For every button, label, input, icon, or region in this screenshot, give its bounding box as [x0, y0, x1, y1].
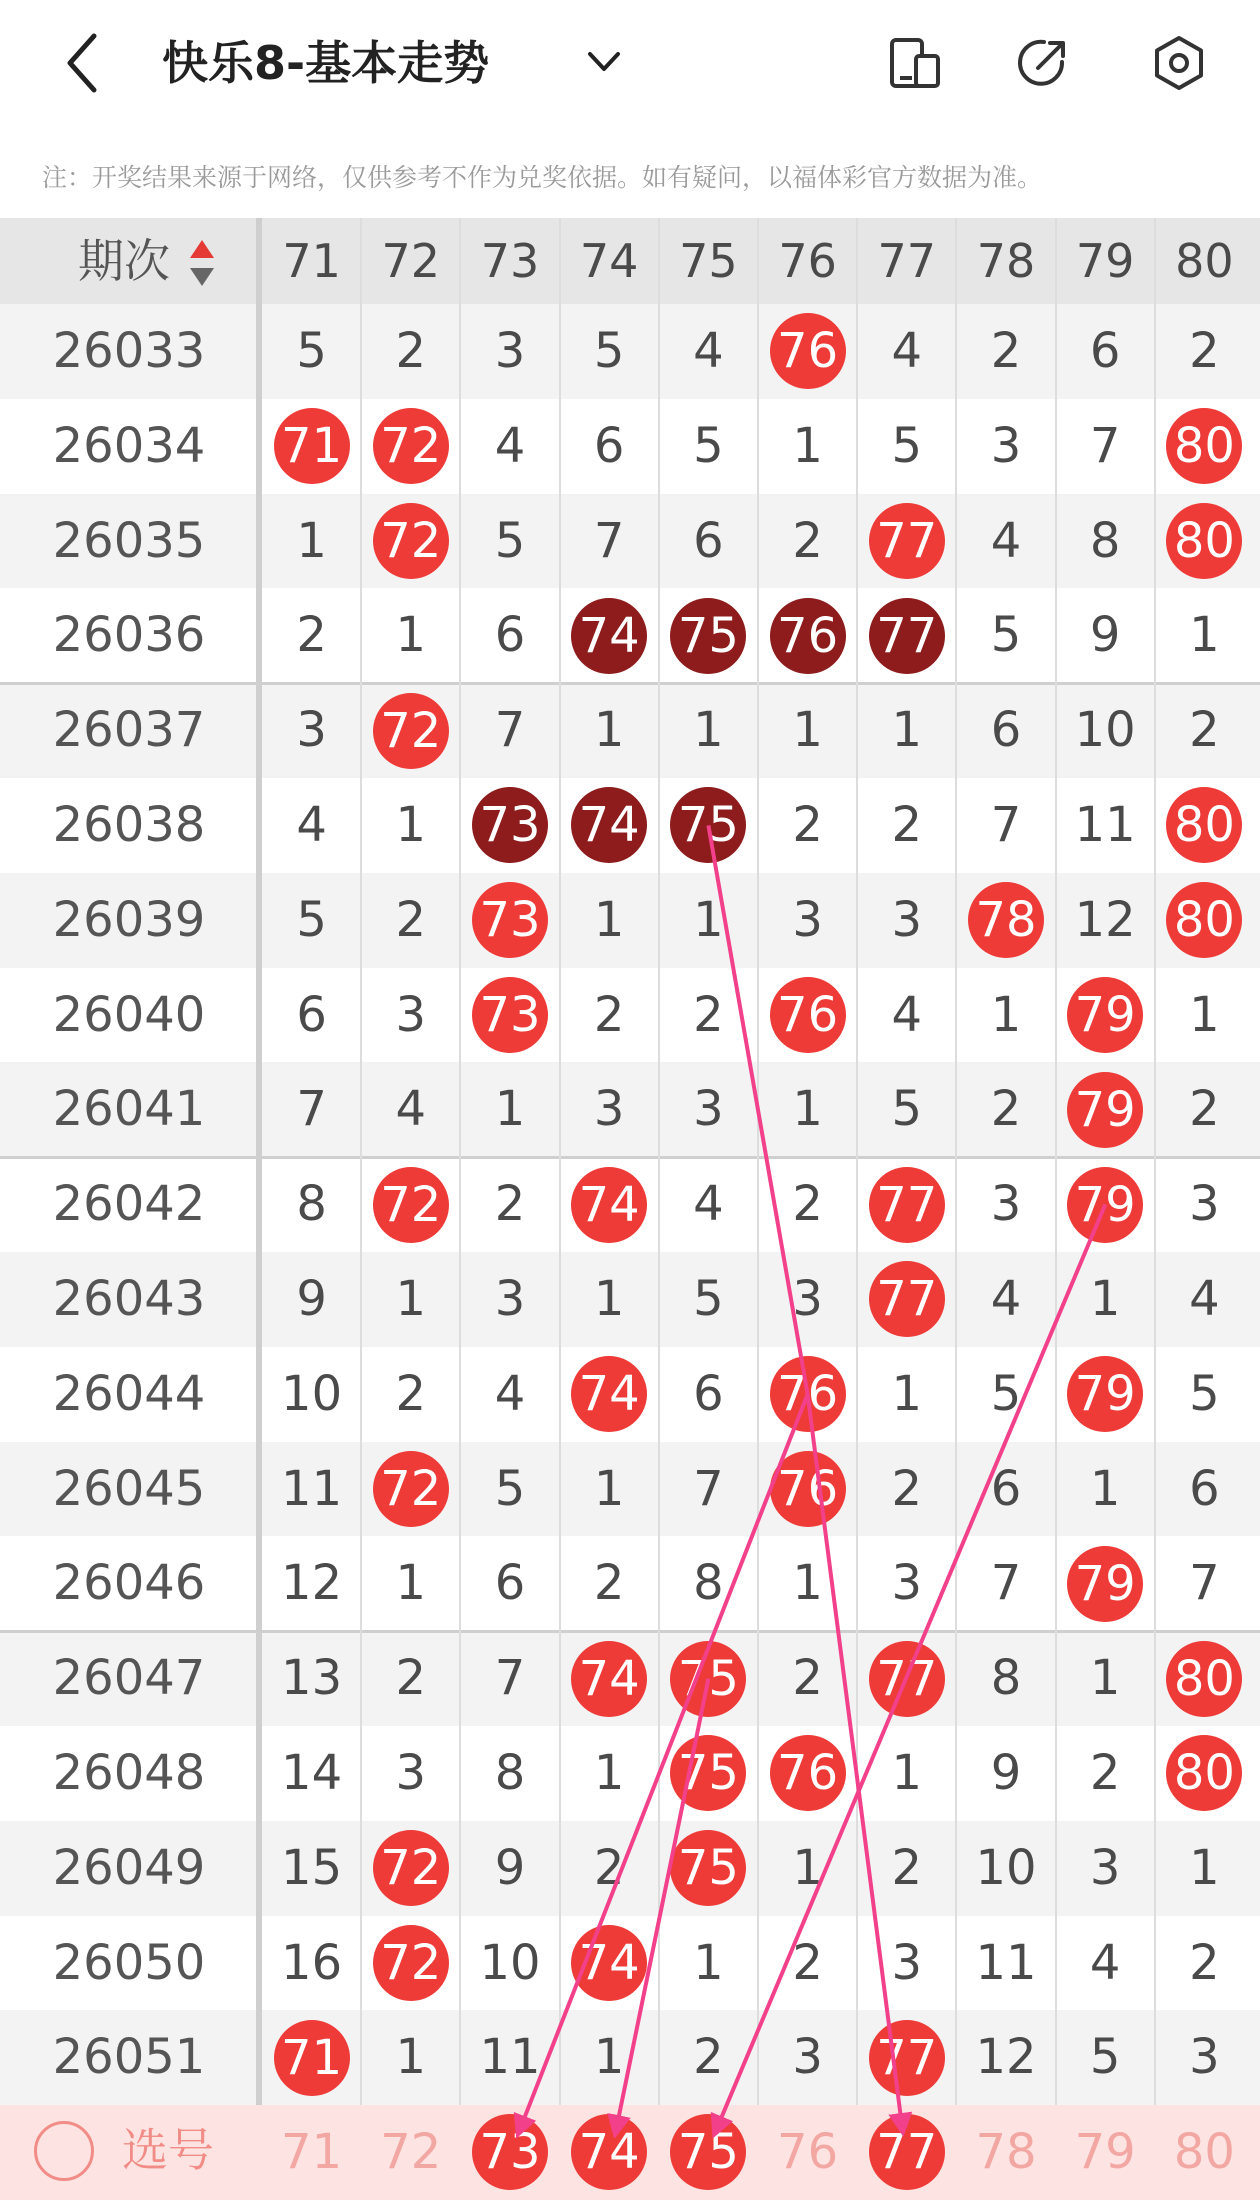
period-cell: 26039: [52, 891, 206, 948]
chevron-down-icon[interactable]: [586, 44, 622, 80]
miss-count-cell: 1: [792, 1839, 823, 1896]
table-row[interactable]: [0, 2010, 1260, 2105]
miss-count-cell: 2: [1189, 323, 1220, 379]
miss-count-cell: 10: [1074, 702, 1136, 759]
miss-count-cell: 1: [891, 1365, 923, 1422]
miss-count-cell: 9: [494, 1839, 526, 1896]
miss-count-cell: 1: [593, 1271, 625, 1327]
table-row[interactable]: [0, 873, 1260, 968]
miss-count-cell: 5: [990, 1365, 1022, 1422]
table-row[interactable]: [0, 683, 1260, 778]
column-divider: [1154, 218, 1156, 2200]
hit-ball: 72: [373, 1167, 449, 1243]
miss-count-cell: 2: [1089, 1745, 1121, 1801]
miss-count-cell: 8: [693, 1555, 724, 1612]
hit-ball: 72: [373, 1925, 449, 2001]
period-cell: 26035: [52, 512, 206, 569]
select-radio-icon[interactable]: [34, 2121, 94, 2181]
hit-ball: 73: [472, 977, 548, 1053]
period-cell: 26045: [52, 1460, 206, 1517]
hit-ball: 76: [770, 1735, 846, 1811]
table-row[interactable]: [0, 1347, 1260, 1442]
period-cell: 26046: [52, 1555, 206, 1612]
chevron-left-icon[interactable]: [58, 30, 108, 96]
period-divider: [256, 218, 262, 2200]
hit-ball: 76: [770, 598, 846, 674]
miss-count-cell: 4: [693, 323, 724, 379]
hit-ball: 80: [1166, 1735, 1242, 1811]
miss-count-cell: 7: [494, 702, 526, 759]
miss-count-cell: 7: [494, 1650, 526, 1707]
table-row[interactable]: [0, 399, 1260, 494]
period-cell: 26037: [52, 702, 206, 759]
miss-count-cell: 2: [693, 2029, 724, 2086]
hit-ball: 80: [1166, 787, 1242, 863]
miss-count-cell: 3: [1189, 1176, 1220, 1233]
miss-count-cell: 11: [479, 2029, 541, 2086]
selected-number-ball[interactable]: 73: [472, 2114, 548, 2190]
select-number-row: [0, 2105, 1260, 2200]
miss-count-cell: 10: [479, 1934, 541, 1991]
hit-ball: 74: [571, 1356, 647, 1432]
table-row[interactable]: [0, 1062, 1260, 1157]
miss-count-cell: 7: [593, 512, 625, 569]
select-number[interactable]: 78: [975, 2124, 1037, 2181]
hit-ball: 72: [373, 503, 449, 579]
miss-count-cell: 1: [792, 417, 823, 474]
miss-count-cell: 6: [693, 1365, 724, 1422]
hit-ball: 80: [1166, 1641, 1242, 1717]
miss-count-cell: 3: [296, 702, 327, 759]
hit-ball: 76: [770, 977, 846, 1053]
miss-count-cell: 1: [693, 702, 724, 759]
hit-ball: 75: [670, 787, 746, 863]
miss-count-cell: 6: [296, 986, 327, 1043]
column-header: 71: [282, 234, 341, 288]
column-divider: [360, 218, 362, 2200]
hit-ball: 79: [1067, 1546, 1143, 1622]
miss-count-cell: 3: [494, 1271, 526, 1327]
miss-count-cell: 1: [395, 797, 427, 853]
miss-count-cell: 2: [792, 797, 823, 853]
miss-count-cell: 1: [891, 1745, 923, 1801]
miss-count-cell: 1: [792, 702, 823, 759]
miss-count-cell: 16: [281, 1934, 343, 1991]
period-cell: 26044: [52, 1365, 206, 1422]
miss-count-cell: 1: [296, 512, 327, 569]
miss-count-cell: 4: [891, 323, 923, 379]
miss-count-cell: 4: [693, 1176, 724, 1233]
miss-count-cell: 8: [296, 1176, 327, 1233]
miss-count-cell: 6: [494, 1555, 526, 1612]
period-cell: 26033: [52, 323, 206, 379]
hit-ball: 71: [274, 408, 350, 484]
miss-count-cell: 2: [593, 1555, 625, 1612]
miss-count-cell: 3: [494, 323, 526, 379]
miss-count-cell: 5: [494, 1460, 526, 1517]
table-row[interactable]: [0, 1157, 1260, 1252]
hit-ball: 74: [571, 598, 647, 674]
hit-ball: 77: [869, 598, 945, 674]
miss-count-cell: 3: [891, 1934, 923, 1991]
miss-count-cell: 12: [975, 2029, 1037, 2086]
miss-count-cell: 12: [1074, 891, 1136, 948]
column-header: 76: [778, 234, 837, 288]
miss-count-cell: 7: [990, 797, 1022, 853]
miss-count-cell: 4: [1189, 1271, 1220, 1327]
miss-count-cell: 5: [1189, 1365, 1220, 1422]
hit-ball: 73: [472, 882, 548, 958]
miss-count-cell: 5: [693, 1271, 724, 1327]
column-divider: [559, 218, 561, 2200]
period-cell: 26041: [52, 1081, 206, 1138]
miss-count-cell: 6: [1189, 1460, 1220, 1517]
hit-ball: 75: [670, 1735, 746, 1811]
column-divider: [459, 218, 461, 2200]
miss-count-cell: 4: [395, 1081, 427, 1138]
miss-count-cell: 3: [693, 1081, 724, 1138]
hit-ball: 75: [670, 1830, 746, 1906]
miss-count-cell: 1: [693, 1934, 724, 1991]
column-divider: [757, 218, 759, 2200]
miss-count-cell: 5: [891, 417, 923, 474]
miss-count-cell: 2: [792, 1934, 823, 1991]
miss-count-cell: 2: [494, 1176, 526, 1233]
hit-ball: 75: [670, 598, 746, 674]
miss-count-cell: 3: [792, 1271, 823, 1327]
hit-ball: 74: [571, 1167, 647, 1243]
miss-count-cell: 7: [1089, 417, 1121, 474]
table-row[interactable]: [0, 1536, 1260, 1631]
select-number[interactable]: 76: [777, 2124, 839, 2181]
miss-count-cell: 7: [1189, 1555, 1220, 1612]
hit-ball: 80: [1166, 882, 1242, 958]
miss-count-cell: 2: [792, 1176, 823, 1233]
hit-ball: 71: [274, 2020, 350, 2096]
miss-count-cell: 10: [281, 1365, 343, 1422]
miss-count-cell: 2: [792, 512, 823, 569]
miss-count-cell: 2: [792, 1650, 823, 1707]
table-row[interactable]: [0, 494, 1260, 589]
period-cell: 26038: [52, 797, 206, 853]
column-header: 77: [877, 234, 937, 288]
hit-ball: 76: [770, 313, 846, 389]
column-header: 74: [579, 234, 639, 288]
hit-ball: 78: [968, 882, 1044, 958]
group-divider: [0, 682, 1260, 685]
miss-count-cell: 1: [1189, 1839, 1220, 1896]
miss-count-cell: 4: [1089, 1934, 1121, 1991]
miss-count-cell: 2: [1189, 702, 1220, 759]
miss-count-cell: 6: [693, 512, 724, 569]
miss-count-cell: 1: [494, 1081, 526, 1138]
miss-count-cell: 11: [1074, 797, 1136, 853]
miss-count-cell: 4: [296, 797, 327, 853]
column-header: 73: [480, 234, 540, 288]
miss-count-cell: 3: [990, 417, 1022, 474]
miss-count-cell: 9: [296, 1271, 327, 1327]
hit-ball: 79: [1067, 1072, 1143, 1148]
miss-count-cell: 6: [593, 417, 625, 474]
miss-count-cell: 5: [1089, 2029, 1121, 2086]
miss-count-cell: 2: [891, 1839, 923, 1896]
select-number[interactable]: 71: [281, 2124, 343, 2181]
miss-count-cell: 3: [891, 1555, 923, 1612]
miss-count-cell: 4: [990, 512, 1022, 569]
hit-ball: 77: [869, 2020, 945, 2096]
miss-count-cell: 4: [891, 986, 923, 1043]
miss-count-cell: 2: [593, 986, 625, 1043]
miss-count-cell: 5: [891, 1081, 923, 1138]
miss-count-cell: 1: [593, 1460, 625, 1517]
period-cell: 26049: [52, 1839, 206, 1896]
table-row[interactable]: [0, 588, 1260, 683]
hit-ball: 74: [571, 787, 647, 863]
miss-count-cell: 10: [975, 1839, 1037, 1896]
miss-count-cell: 5: [296, 323, 327, 379]
miss-count-cell: 2: [395, 891, 427, 948]
miss-count-cell: 5: [593, 323, 625, 379]
miss-count-cell: 12: [281, 1555, 343, 1612]
miss-count-cell: 2: [891, 1460, 923, 1517]
column-divider: [658, 218, 660, 2200]
miss-count-cell: 1: [990, 986, 1022, 1043]
miss-count-cell: 1: [891, 702, 923, 759]
table-row[interactable]: [0, 1442, 1260, 1537]
hit-ball: 72: [373, 693, 449, 769]
hit-ball: 79: [1067, 1167, 1143, 1243]
miss-count-cell: 1: [395, 1271, 427, 1327]
miss-count-cell: 3: [891, 891, 923, 948]
period-cell: 26034: [52, 417, 206, 474]
miss-count-cell: 2: [693, 986, 724, 1043]
hit-ball: 72: [373, 1451, 449, 1527]
hit-ball: 77: [869, 503, 945, 579]
miss-count-cell: 1: [593, 2029, 625, 2086]
device-switch-icon[interactable]: [886, 34, 944, 92]
hit-ball: 77: [869, 1167, 945, 1243]
group-divider: [0, 1156, 1260, 1159]
miss-count-cell: 2: [395, 1650, 427, 1707]
page-title[interactable]: 快乐8-基本走势: [162, 36, 490, 90]
hit-ball: 80: [1166, 503, 1242, 579]
miss-count-cell: 14: [281, 1745, 343, 1801]
miss-count-cell: 1: [693, 891, 724, 948]
hit-ball: 77: [869, 1261, 945, 1337]
miss-count-cell: 2: [593, 1839, 625, 1896]
selected-number-ball[interactable]: 77: [869, 2114, 945, 2190]
selected-number-ball[interactable]: 75: [670, 2114, 746, 2190]
miss-count-cell: 1: [593, 1745, 625, 1801]
miss-count-cell: 7: [990, 1555, 1022, 1612]
column-divider: [955, 218, 957, 2200]
hit-ball: 73: [472, 787, 548, 863]
miss-count-cell: 11: [281, 1460, 343, 1517]
miss-count-cell: 3: [792, 891, 823, 948]
miss-count-cell: 6: [1089, 323, 1121, 379]
miss-count-cell: 4: [494, 1365, 526, 1422]
miss-count-cell: 4: [990, 1271, 1022, 1327]
miss-count-cell: 3: [593, 1081, 625, 1138]
hit-ball: 79: [1067, 1356, 1143, 1432]
hit-ball: 79: [1067, 977, 1143, 1053]
miss-count-cell: 1: [792, 1081, 823, 1138]
miss-count-cell: 2: [990, 1081, 1022, 1138]
period-header[interactable]: 期次: [78, 234, 170, 288]
miss-count-cell: 1: [1189, 986, 1220, 1043]
miss-count-cell: 3: [1089, 1839, 1121, 1896]
select-number[interactable]: 79: [1074, 2124, 1136, 2181]
select-label: 选号: [122, 2123, 214, 2178]
selected-number-ball[interactable]: 74: [571, 2114, 647, 2190]
column-header: 78: [976, 234, 1036, 288]
period-cell: 26040: [52, 986, 206, 1043]
hit-ball: 76: [770, 1451, 846, 1527]
select-number[interactable]: 72: [380, 2124, 442, 2181]
top-bar: [0, 0, 1260, 130]
miss-count-cell: 6: [990, 702, 1022, 759]
table-row[interactable]: [0, 1916, 1260, 2011]
miss-count-cell: 2: [891, 797, 923, 853]
miss-count-cell: 5: [693, 417, 724, 474]
miss-count-cell: 8: [494, 1745, 526, 1801]
miss-count-cell: 1: [395, 607, 427, 664]
miss-count-cell: 8: [1089, 512, 1121, 569]
column-divider: [856, 218, 858, 2200]
group-divider: [0, 1630, 1260, 1633]
miss-count-cell: 13: [281, 1650, 343, 1707]
miss-count-cell: 6: [494, 607, 526, 664]
column-divider: [1055, 218, 1057, 2200]
table-row[interactable]: [0, 1252, 1260, 1347]
period-cell: 26050: [52, 1934, 206, 1991]
hit-ball: 74: [571, 1641, 647, 1717]
hit-ball: 80: [1166, 408, 1242, 484]
miss-count-cell: 3: [395, 1745, 427, 1801]
miss-count-cell: 1: [395, 2029, 427, 2086]
column-header: 80: [1175, 234, 1234, 288]
miss-count-cell: 8: [990, 1650, 1022, 1707]
miss-count-cell: 6: [990, 1460, 1022, 1517]
miss-count-cell: 7: [296, 1081, 327, 1138]
period-cell: 26036: [52, 607, 206, 664]
miss-count-cell: 15: [281, 1839, 343, 1896]
miss-count-cell: 7: [693, 1460, 724, 1517]
column-header: 79: [1075, 234, 1135, 288]
miss-count-cell: 2: [1189, 1081, 1220, 1138]
miss-count-cell: 2: [990, 323, 1022, 379]
miss-count-cell: 1: [1189, 607, 1220, 664]
miss-count-cell: 2: [1189, 1934, 1220, 1991]
miss-count-cell: 1: [593, 702, 625, 759]
miss-count-cell: 5: [494, 512, 526, 569]
table-row[interactable]: [0, 304, 1260, 399]
miss-count-cell: 1: [1089, 1271, 1121, 1327]
miss-count-cell: 2: [395, 1365, 427, 1422]
miss-count-cell: 1: [1089, 1460, 1121, 1517]
disclaimer-notice: 注：开奖结果来源于网络，仅供参考不作为兑奖依据。如有疑问，以福体彩官方数据为准。: [42, 163, 1043, 192]
hit-ball: 74: [571, 1925, 647, 2001]
sort-arrows-icon[interactable]: [188, 238, 216, 288]
table-row[interactable]: [0, 1631, 1260, 1726]
miss-count-cell: 1: [593, 891, 625, 948]
table-header: [0, 218, 1260, 304]
settings-icon[interactable]: [1150, 34, 1208, 92]
table-row[interactable]: [0, 1821, 1260, 1916]
miss-count-cell: 2: [395, 323, 427, 379]
hit-ball: 72: [373, 1830, 449, 1906]
table-row[interactable]: [0, 1726, 1260, 1821]
column-header: 72: [381, 234, 441, 288]
miss-count-cell: 3: [990, 1176, 1022, 1233]
column-header: 75: [679, 234, 738, 288]
miss-count-cell: 5: [990, 607, 1022, 664]
miss-count-cell: 2: [296, 607, 327, 664]
miss-count-cell: 1: [1089, 1650, 1121, 1707]
miss-count-cell: 9: [990, 1745, 1022, 1801]
miss-count-cell: 1: [792, 1555, 823, 1612]
period-cell: 26051: [52, 2029, 206, 2086]
miss-count-cell: 5: [296, 891, 327, 948]
miss-count-cell: 3: [395, 986, 427, 1043]
share-icon[interactable]: [1014, 34, 1072, 92]
select-number[interactable]: 80: [1173, 2124, 1235, 2181]
hit-ball: 77: [869, 1641, 945, 1717]
period-cell: 26043: [52, 1271, 206, 1327]
miss-count-cell: 3: [1189, 2029, 1220, 2086]
period-cell: 26042: [52, 1176, 206, 1233]
hit-ball: 72: [373, 408, 449, 484]
period-cell: 26047: [52, 1650, 206, 1707]
miss-count-cell: 1: [395, 1555, 427, 1612]
miss-count-cell: 11: [975, 1934, 1037, 1991]
period-cell: 26048: [52, 1745, 206, 1801]
hit-ball: 75: [670, 1641, 746, 1717]
table-row[interactable]: [0, 968, 1260, 1063]
table-row[interactable]: [0, 778, 1260, 873]
hit-ball: 76: [770, 1356, 846, 1432]
miss-count-cell: 3: [792, 2029, 823, 2086]
miss-count-cell: 9: [1089, 607, 1121, 664]
miss-count-cell: 4: [494, 417, 526, 474]
